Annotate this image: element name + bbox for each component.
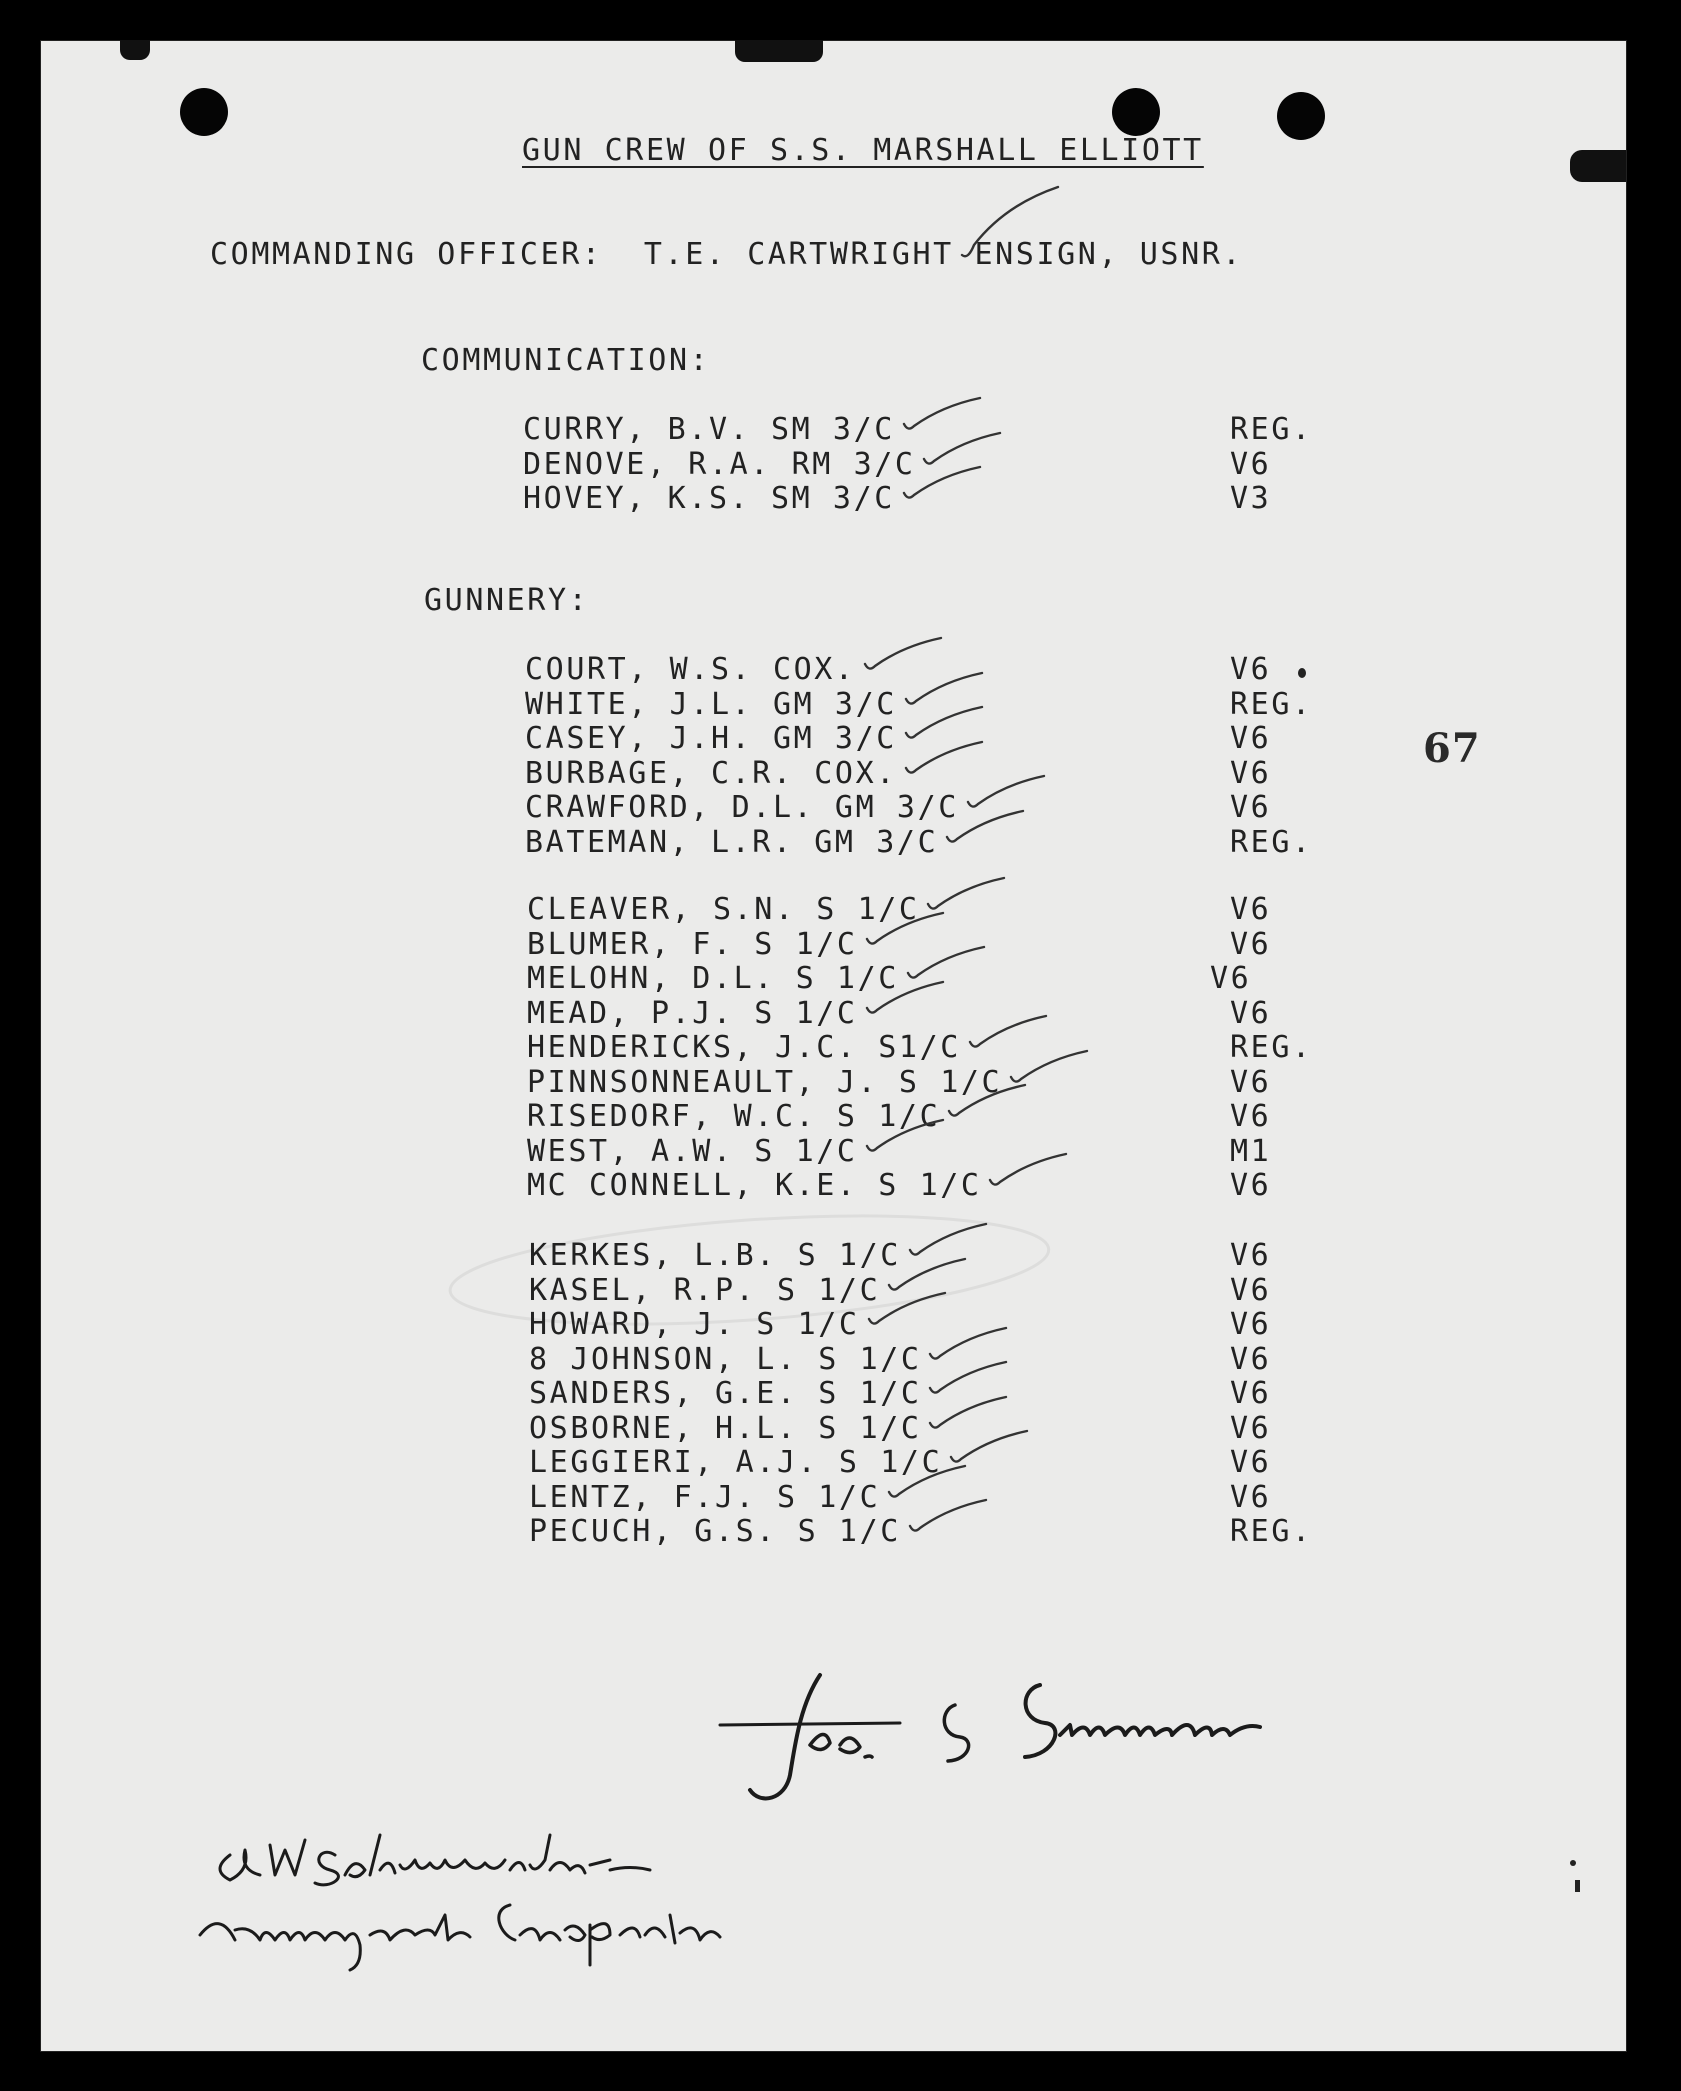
crew-status: V6 <box>1230 995 1272 1031</box>
crew-status: V6 <box>1230 1307 1272 1342</box>
crew-row <box>0 1030 1681 1064</box>
crew-name-rating: RISEDORF, W.C. S 1/C <box>527 1099 941 1134</box>
crew-name-rating: HOVEY, K.S. SM 3/C <box>523 481 895 516</box>
crew-status: REG. <box>1230 412 1313 447</box>
crew-status: V6 <box>1230 790 1272 825</box>
crew-row <box>0 927 1681 961</box>
checkmark-icon <box>947 1083 1027 1123</box>
crew-row <box>0 1168 1681 1202</box>
crew-status: REG. <box>1230 686 1313 722</box>
crew-name-rating: KASEL, R.P. S 1/C <box>529 1272 881 1308</box>
checkmark-icon <box>902 465 982 505</box>
crew-name-rating: COURT, W.S. COX. <box>525 652 856 687</box>
section-heading: COMMUNICATION: <box>421 343 711 378</box>
crew-status: V6 <box>1230 1410 1272 1446</box>
crew-status: V6 <box>1210 961 1252 996</box>
crew-name-rating: OSBORNE, H.L. S 1/C <box>529 1410 922 1446</box>
crew-name-rating: PINNSONNEAULT, J. S 1/C <box>527 1064 1003 1100</box>
crew-status: V6 <box>1230 1099 1272 1134</box>
page-number: 67 <box>1423 725 1481 772</box>
crew-name-rating: CASEY, J.H. GM 3/C <box>525 721 897 756</box>
section-heading: GUNNERY: <box>424 583 590 618</box>
crew-name-rating: MELOHN, D.L. S 1/C <box>527 961 899 996</box>
crew-name-rating: LENTZ, F.J. S 1/C <box>529 1479 881 1515</box>
crew-status: REG. <box>1230 1030 1313 1065</box>
crew-row <box>0 1134 1681 1168</box>
crew-name-rating: PECUCH, G.S. S 1/C <box>529 1514 901 1549</box>
crew-status: REG. <box>1230 824 1313 860</box>
crew-row <box>0 825 1681 859</box>
crew-name-rating: CRAWFORD, D.L. GM 3/C <box>525 790 959 825</box>
crew-row <box>0 1099 1681 1133</box>
speck <box>1570 1860 1576 1866</box>
crew-name-rating: KERKES, L.B. S 1/C <box>529 1238 901 1273</box>
crew-row <box>0 1445 1681 1479</box>
checkmark-icon <box>988 1152 1068 1192</box>
crew-status: V6 <box>1230 652 1272 687</box>
crew-row <box>0 1065 1681 1099</box>
crew-row <box>0 687 1681 721</box>
crew-row <box>0 1307 1681 1341</box>
crew-status: V6 <box>1230 721 1272 756</box>
crew-row <box>0 1514 1681 1548</box>
crew-row <box>0 1273 1681 1307</box>
crew-row <box>0 961 1681 995</box>
crew-name-rating: DENOVE, R.A. RM 3/C <box>523 446 916 482</box>
crew-status: V3 <box>1230 481 1272 516</box>
speck <box>1575 1880 1580 1892</box>
crew-name-rating: BURBAGE, C.R. COX. <box>525 755 897 791</box>
crew-status: V6 <box>1230 1168 1272 1203</box>
inspector-signature <box>190 1815 870 1985</box>
crew-row <box>0 1480 1681 1514</box>
crew-status: V6 <box>1230 1341 1272 1377</box>
crew-name-rating: BATEMAN, L.R. GM 3/C <box>525 824 939 860</box>
crew-name-rating: 8 JOHNSON, L. S 1/C <box>529 1341 922 1377</box>
crew-status: V6 <box>1230 1445 1272 1480</box>
crew-status: M1 <box>1230 1133 1272 1169</box>
crew-row <box>0 412 1681 446</box>
crew-row <box>0 481 1681 515</box>
checkmark-icon <box>865 980 945 1020</box>
crew-status: V6 <box>1230 892 1272 927</box>
document-title: GUN CREW OF S.S. MARSHALL ELLIOTT <box>522 133 1204 168</box>
commanding-officer-line: COMMANDING OFFICER: T.E. CARTWRIGHT ENSIGN, USNR. <box>210 237 1244 272</box>
crew-status: V6 <box>1230 1479 1272 1515</box>
crew-status: V6 <box>1230 1272 1272 1308</box>
checkmark-icon <box>908 1498 988 1538</box>
crew-row <box>0 1411 1681 1445</box>
crew-name-rating: BLUMER, F. S 1/C <box>527 926 858 962</box>
crew-row <box>0 1238 1681 1272</box>
crew-name-rating: LEGGIERI, A.J. S 1/C <box>529 1445 943 1480</box>
crew-row <box>0 790 1681 824</box>
crew-row <box>0 1376 1681 1410</box>
crew-status: V6 <box>1230 755 1272 791</box>
master-signature <box>700 1665 1320 1815</box>
crew-status: V6 <box>1230 1238 1272 1273</box>
crew-name-rating: MEAD, P.J. S 1/C <box>527 995 858 1031</box>
crew-name-rating: HENDERICKS, J.C. S1/C <box>527 1030 961 1065</box>
crew-row <box>0 1342 1681 1376</box>
crew-name-rating: WHITE, J.L. GM 3/C <box>525 686 897 722</box>
crew-name-rating: CLEAVER, S.N. S 1/C <box>527 892 920 927</box>
crew-status: V6 <box>1230 1064 1272 1100</box>
crew-row <box>0 996 1681 1030</box>
crew-status: V6 <box>1230 926 1272 962</box>
crew-name-rating: HOWARD, J. S 1/C <box>529 1307 860 1342</box>
checkmark-icon <box>865 1118 945 1158</box>
crew-status: V6 <box>1230 1376 1272 1411</box>
checkmark-icon <box>945 809 1025 849</box>
crew-name-rating: SANDERS, G.E. S 1/C <box>529 1376 922 1411</box>
checkmark-icon <box>960 185 1060 265</box>
crew-row <box>0 892 1681 926</box>
speck <box>1298 668 1306 678</box>
crew-name-rating: WEST, A.W. S 1/C <box>527 1133 858 1169</box>
crew-name-rating: CURRY, B.V. SM 3/C <box>523 412 895 447</box>
crew-row <box>0 652 1681 686</box>
crew-status: REG. <box>1230 1514 1313 1549</box>
crew-status: V6 <box>1230 446 1272 482</box>
crew-name-rating: MC CONNELL, K.E. S 1/C <box>527 1168 982 1203</box>
crew-row <box>0 447 1681 481</box>
